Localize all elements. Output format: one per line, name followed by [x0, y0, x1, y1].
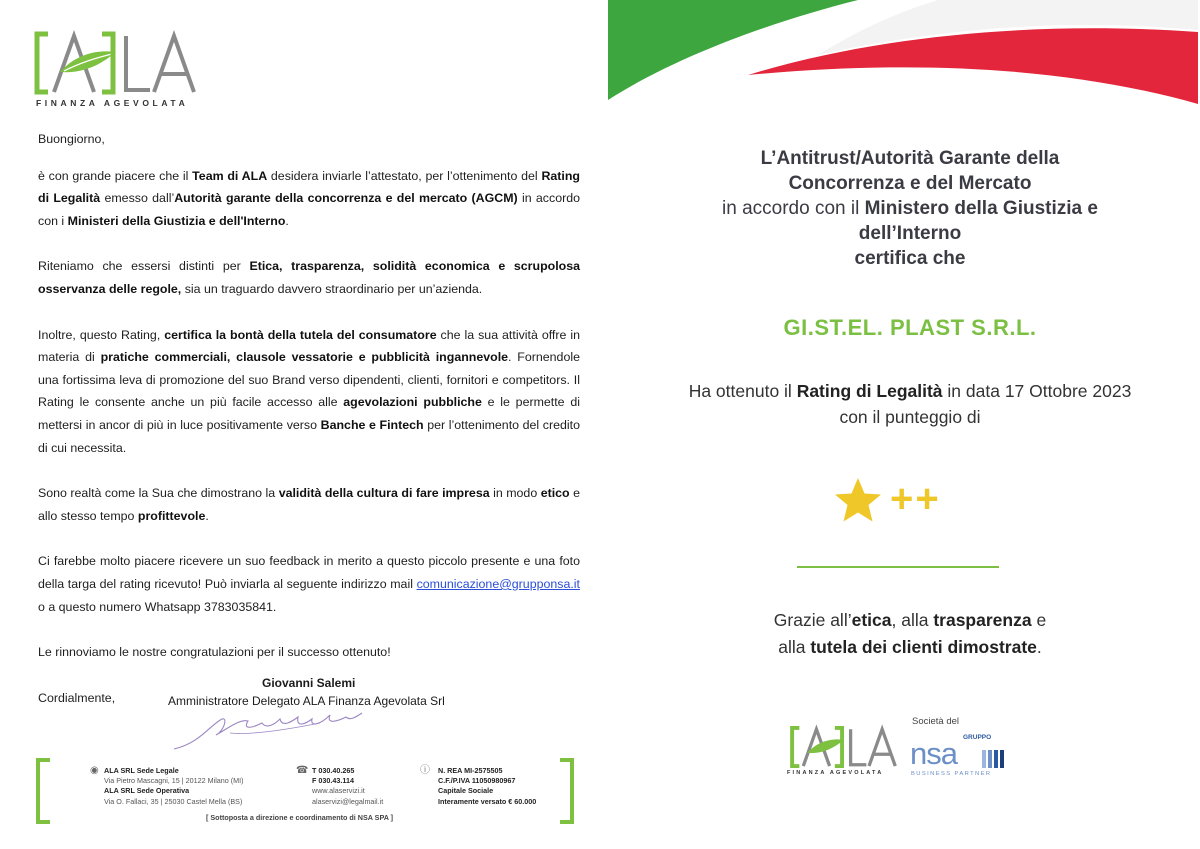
nsa-wordmark: nsa — [910, 736, 957, 771]
heading-line-5: certifica che — [854, 248, 966, 269]
ala-logo-small-tagline: FINANZA AGEVOLATA — [787, 770, 884, 776]
operating-office-address: Via O. Fallaci, 35 | 25030 Castel Mella (BS) — [104, 796, 243, 806]
rating-name: Rating di Legalità — [796, 381, 943, 401]
rating-plus-signs: ++ — [890, 477, 941, 521]
bold-text: etico — [540, 486, 570, 501]
letter-paragraph-3 — [38, 324, 580, 460]
letter-paragraph-1 — [38, 165, 580, 233]
certificate-page — [600, 0, 1200, 849]
text-run: sia un traguardo davvero straordinario per un’azienda. — [181, 281, 483, 296]
heading-line-3-ministry: Ministero della Giustizia e — [864, 198, 1098, 219]
footer-bracket-right — [560, 758, 574, 824]
email-link[interactable]: comunicazione@grupponsa.it — [416, 576, 580, 591]
bold-text: Ministeri della Giustizia e dell'Interno — [67, 213, 286, 228]
thanks-etica: etica — [851, 610, 892, 630]
heading-line-3-prefix: in accordo con il — [722, 198, 865, 219]
italian-flag-swoosh — [608, 0, 1198, 110]
footer-contacts — [312, 766, 383, 807]
handwritten-signature — [170, 705, 370, 755]
certificate-heading — [640, 146, 1180, 271]
thanks-period: . — [1036, 637, 1042, 657]
footer-fax: F 030.43.114 — [312, 776, 354, 786]
footer-capital-title: Capitale Sociale — [438, 786, 494, 796]
operating-office-title: ALA SRL Sede Operativa — [104, 786, 190, 796]
star-icon — [830, 476, 886, 524]
footer-pec[interactable]: alaservizi@legalmail.it — [312, 796, 384, 806]
thanks-tutela: tutela dei clienti dimostrate — [810, 637, 1037, 657]
bold-text: pratiche commerciali, clausole vessatorie e pubblicità ingannevole — [100, 350, 509, 365]
text-run: . — [285, 213, 289, 228]
heading-line-2: Concorrenza e del Mercato — [788, 173, 1032, 194]
footer-bracket-left — [36, 758, 50, 824]
text-run: Ci farebbe molto piacere ricevere un suo feedback in merito a questo piccolo presente e una foto della targa del rating ricevuto! Può inviarla al seguente indirizzo mail — [38, 554, 580, 591]
letter-paragraph-4 — [38, 482, 580, 527]
text-run: . — [205, 508, 209, 523]
nsa-bars-icon — [982, 748, 1010, 768]
thanks-part-a: Grazie all’ — [773, 610, 852, 630]
phone-icon: ☎ — [296, 765, 309, 776]
footer-company-info — [438, 766, 536, 807]
ala-logo-tagline: FINANZA AGEVOLATA — [36, 98, 189, 108]
thanks-trasparenza: trasparenza — [933, 610, 1032, 630]
text-run: e allo stesso tempo — [38, 486, 580, 523]
signatory-name: Giovanni Salemi — [262, 676, 356, 690]
footer-website[interactable]: www.alaservizi.it — [312, 786, 365, 796]
ala-logo-small — [786, 724, 906, 780]
text-run: Inoltre, questo Rating, — [38, 327, 165, 342]
text-run: Riteniamo che essersi distinti per — [38, 259, 250, 274]
rating-score — [830, 476, 980, 526]
ala-logo — [34, 28, 204, 112]
text-run: e le permette di mettersi in ancor di più in luce positivamente verso — [38, 395, 580, 432]
footer-capital: Interamente versato € 60.000 — [438, 796, 537, 806]
bold-text: validità della cultura di fare impresa — [278, 486, 490, 501]
text-run: per l’ottenimento del credito di cui necessita. — [38, 417, 580, 455]
rating-statement — [640, 378, 1180, 430]
nsa-logo — [908, 734, 1018, 780]
text-run: desidera inviarle l’attestato, per l’ottenimento del — [267, 168, 542, 183]
text-run: in modo — [489, 486, 541, 501]
bold-text: Rating di Legalità — [38, 168, 580, 206]
ala-logo-mark — [34, 28, 204, 98]
letter-greeting: Buongiorno, — [38, 132, 105, 146]
info-icon: ⓘ — [420, 765, 430, 776]
thanks-part-f: alla — [778, 637, 811, 657]
footer-addresses — [104, 766, 244, 807]
letter-closing: Cordialmente, — [38, 690, 116, 705]
footer-rea: N. REA MI-2575505 — [438, 766, 503, 775]
heading-line-1: L’Antitrust/Autorità Garante della — [760, 148, 1060, 169]
text-run: o a questo numero Whatsapp 3783035841. — [38, 599, 277, 614]
text-run: emesso dall’ — [100, 191, 175, 206]
thanks-line-1 — [640, 607, 1180, 634]
letter-paragraph-6: Le rinnoviamo le nostre congratulazioni per il successo ottenuto! — [38, 645, 391, 660]
bold-text: certifica la bontà della tutela del consumatore — [164, 327, 437, 342]
thanks-part-e: e — [1031, 610, 1047, 630]
ala-logo-small-mark — [786, 724, 906, 770]
bold-text: Banche e Fintech — [320, 417, 424, 432]
societa-label: Società del — [912, 716, 960, 727]
text-run: Sono realtà come la Sua che dimostrano la — [38, 486, 279, 501]
bold-text: agevolazioni pubbliche — [343, 395, 482, 410]
legal-office-title: ALA SRL Sede Legale — [104, 766, 179, 775]
letter-body — [38, 128, 580, 732]
signatory-role: Amministratore Delegato ALA Finanza Agevolata Srl — [168, 694, 445, 708]
bold-text: Autorità garante della concorrenza e del mercato (AGCM) — [174, 191, 518, 206]
bold-text: profittevole — [137, 508, 206, 523]
footer-direction-note: [ Sottoposta a direzione e coordinamento di NSA SPA ] — [206, 813, 394, 822]
heading-line-3 — [640, 196, 1180, 221]
letter-footer — [36, 758, 574, 826]
legal-office-address: Via Pietro Mascagni, 15 | 20122 Milano (MI) — [104, 776, 244, 786]
text-run: è con grande piacere che il — [38, 168, 193, 183]
letter-paragraph-2 — [38, 255, 580, 300]
bold-text: Team di ALA — [192, 168, 268, 183]
rating-line-2: con il punteggio di — [839, 407, 981, 427]
company-name: GI.ST.EL. PLAST S.R.L. — [783, 315, 1037, 340]
rating-line-1 — [640, 378, 1180, 404]
letter-paragraph-5 — [38, 550, 580, 618]
nsa-business-partner: BUSINESS PARTNER — [911, 771, 992, 777]
thanks-line-2 — [640, 634, 1180, 661]
text-run: in accordo con i — [38, 191, 581, 228]
nsa-gruppo-label: GRUPPO — [963, 734, 992, 741]
green-divider — [797, 566, 999, 568]
heading-line-4: dell’Interno — [858, 223, 962, 244]
rating-prefix: Ha ottenuto il — [688, 381, 797, 401]
footer-piva: C.F./P.IVA 11050980967 — [438, 776, 516, 786]
rating-date: in data 17 Ottobre 2023 — [942, 381, 1132, 401]
text-run: . Fornendole una fortissima leva di promozione del suo Brand verso dipendenti, clienti, fornitori e competitors. Il Rating le consente anche un più facile accesso alle — [38, 350, 580, 410]
thanks-part-c: , alla — [891, 610, 934, 630]
footer-tel: T 030.40.265 — [312, 766, 355, 775]
text-run: che la sua attività offre in materia di — [38, 327, 580, 365]
thanks-statement — [640, 607, 1180, 661]
location-pin-icon: ◉ — [90, 765, 99, 776]
bold-text: Etica, trasparenza, solidità economica e scrupolosa osservanza delle regole, — [38, 259, 580, 296]
